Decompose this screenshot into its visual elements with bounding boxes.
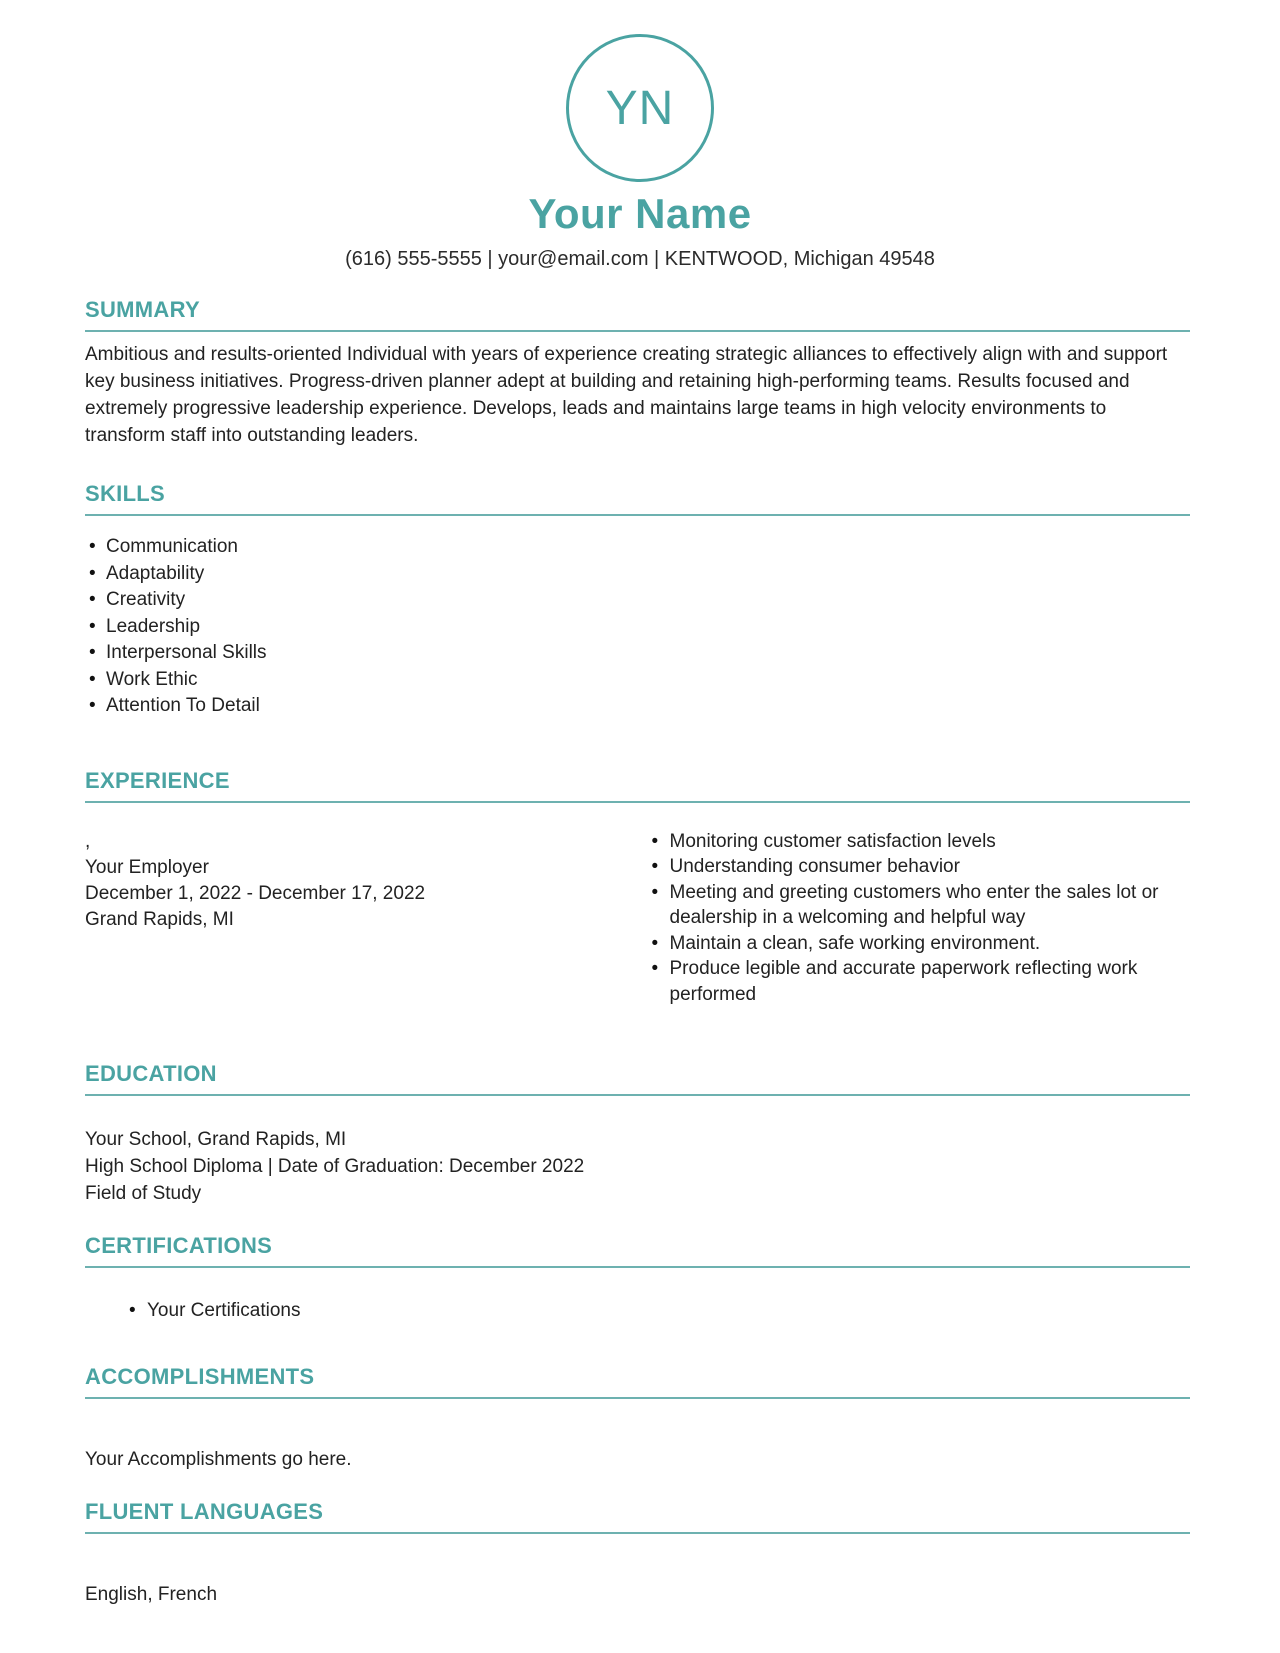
education-degree: High School Diploma | Date of Graduation: December 2022 (85, 1156, 585, 1177)
section-certifications (85, 1233, 1190, 1324)
duty-item: • Meeting and greeting customers who enter the sales lot or dealership in a welcoming and helpful way (648, 880, 1191, 931)
section-skills (85, 481, 1190, 720)
experience-entry (85, 829, 1190, 1008)
section-experience (85, 768, 1190, 1008)
accomplishments-heading: ACCOMPLISHMENTS (85, 1364, 1190, 1399)
skills-list (85, 534, 1190, 720)
certifications-heading: CERTIFICATIONS (85, 1233, 1190, 1268)
resume-header (0, 0, 1280, 271)
duty-item: • Produce legible and accurate paperwork reflecting work performed (648, 956, 1191, 1007)
languages-text: English, French (85, 1584, 218, 1605)
education-school: Your School, Grand Rapids, MI (85, 1129, 347, 1150)
job-dates: December 1, 2022 - December 17, 2022 (85, 882, 426, 904)
avatar-initials: YN (605, 81, 675, 135)
person-name: Your Name (528, 190, 752, 237)
skill-item: • Attention To Detail (85, 693, 1190, 720)
section-accomplishments (85, 1364, 1190, 1473)
languages-heading: FLUENT LANGUAGES (85, 1499, 1190, 1534)
section-languages (85, 1499, 1190, 1608)
education-field: Field of Study (85, 1183, 202, 1204)
job-duties-list (648, 829, 1191, 1008)
contact-line: (616) 555-5555 | your@email.com | KENTWOOD, Michigan 49548 (345, 248, 935, 270)
skill-item: • Adaptability (85, 561, 1190, 588)
summary-heading: SUMMARY (85, 297, 1190, 332)
job-employer: Your Employer (85, 856, 209, 878)
education-entry (85, 1126, 1190, 1207)
skill-item: • Work Ethic (85, 667, 1190, 694)
skill-item: • Leadership (85, 614, 1190, 641)
skill-item: • Interpersonal Skills (85, 640, 1190, 667)
duty-item: • Monitoring customer satisfaction levels (648, 829, 1191, 855)
certification-item: • Your Certifications (85, 1298, 1190, 1324)
job-location: Grand Rapids, MI (85, 908, 234, 930)
section-education (85, 1061, 1190, 1207)
certifications-list (85, 1298, 1190, 1324)
summary-text: Ambitious and results-oriented Individual with years of experience creating strategic alliances to effectively align with and support key business initiatives. Progress-driven planner adept at building and retaining high-performing teams. Results focused and extremely progressive leadership experience. Develops, leads and maintains large teams in high velocity environments to transform staff into outstanding leaders. (85, 344, 1168, 446)
section-summary (85, 297, 1190, 449)
resume-body (0, 297, 1280, 1608)
skill-item: • Creativity (85, 587, 1190, 614)
education-heading: EDUCATION (85, 1061, 1190, 1096)
skill-item: • Communication (85, 534, 1190, 561)
job-meta (85, 829, 628, 1008)
duty-item: • Understanding consumer behavior (648, 854, 1191, 880)
job-title-line: , (85, 830, 91, 852)
experience-heading: EXPERIENCE (85, 768, 1190, 803)
avatar-monogram-circle (566, 34, 714, 182)
duty-item: • Maintain a clean, safe working environment. (648, 931, 1191, 957)
accomplishments-text: Your Accomplishments go here. (85, 1449, 352, 1470)
skills-heading: SKILLS (85, 481, 1190, 516)
